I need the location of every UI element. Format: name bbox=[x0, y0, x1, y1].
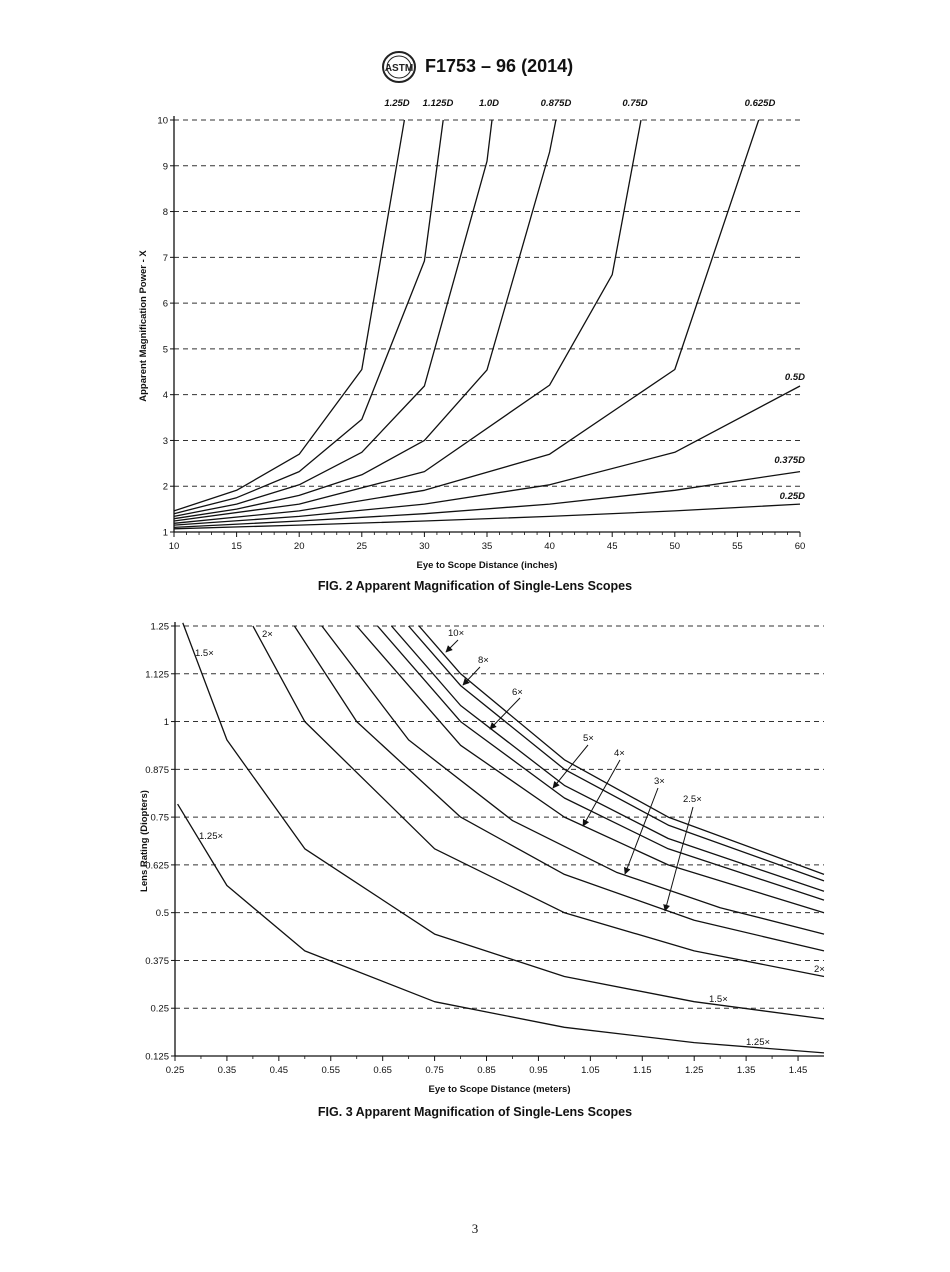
x-tick-label: 0.95 bbox=[529, 1065, 548, 1076]
y-axis-label: Lens Rating (Diopters) bbox=[139, 790, 150, 892]
y-tick-label: 6 bbox=[162, 298, 168, 310]
y-tick-label: 8 bbox=[162, 207, 168, 219]
x-tick-label: 45 bbox=[606, 541, 618, 552]
series-line-1-0d bbox=[174, 120, 492, 516]
x-tick-label: 50 bbox=[669, 541, 681, 552]
series-label: 4× bbox=[614, 748, 625, 759]
series-line-1-125d bbox=[174, 120, 443, 514]
figure-3 bbox=[0, 612, 950, 1095]
x-tick-label: 15 bbox=[231, 541, 242, 552]
series-line-6- bbox=[392, 626, 825, 891]
y-tick-label: 10 bbox=[157, 115, 168, 127]
x-tick-label: 55 bbox=[732, 541, 743, 552]
leader-arrow bbox=[665, 807, 693, 911]
y-tick-label: 1.25 bbox=[150, 621, 169, 633]
x-tick-label: 0.35 bbox=[217, 1065, 237, 1076]
series-label: 0.375D bbox=[774, 455, 805, 466]
series-label: 1.5× bbox=[709, 994, 728, 1005]
x-tick-label: 1.35 bbox=[736, 1065, 756, 1076]
y-tick-label: 1 bbox=[162, 527, 168, 539]
x-tick-label: 1.45 bbox=[788, 1065, 808, 1076]
series-label: 1.25× bbox=[199, 831, 224, 842]
y-tick-label: 0.875 bbox=[145, 764, 169, 776]
lens-rating-chart-meters bbox=[0, 612, 950, 1095]
x-tick-label: 0.25 bbox=[165, 1065, 185, 1076]
astm-logo-icon bbox=[380, 50, 418, 84]
x-tick-label: 1.15 bbox=[633, 1065, 652, 1076]
series-label: 1.5× bbox=[195, 648, 214, 659]
figure-2-caption: FIG. 2 Apparent Magnification of Single-Lens Scopes bbox=[317, 579, 633, 593]
series-label: 3× bbox=[654, 776, 665, 787]
series-label: 0.75D bbox=[622, 98, 648, 109]
y-tick-label: 0.75 bbox=[150, 812, 169, 824]
x-tick-label: 0.45 bbox=[269, 1065, 289, 1076]
x-tick-label: 10 bbox=[168, 541, 180, 552]
series-line-2- bbox=[253, 626, 824, 977]
y-tick-label: 2 bbox=[162, 481, 168, 493]
series-line-0-625d bbox=[174, 120, 759, 523]
x-tick-label: 20 bbox=[293, 541, 305, 552]
series-line-0-5d bbox=[174, 386, 800, 525]
series-label: 0.875D bbox=[540, 98, 572, 109]
series-line-0-75d bbox=[174, 120, 641, 521]
series-label: 2× bbox=[262, 629, 273, 640]
x-axis-label: Eye to Scope Distance (meters) bbox=[428, 1084, 571, 1095]
series-label: 0.625D bbox=[744, 98, 776, 109]
series-label: 0.5D bbox=[784, 372, 805, 383]
series-label: 6× bbox=[512, 687, 523, 698]
y-tick-label: 5 bbox=[162, 344, 168, 356]
series-label: 1.25D bbox=[384, 98, 410, 109]
x-tick-label: 0.85 bbox=[477, 1065, 496, 1076]
x-tick-label: 60 bbox=[794, 541, 806, 552]
x-tick-label: 30 bbox=[419, 541, 430, 552]
x-tick-label: 40 bbox=[544, 541, 555, 552]
y-tick-label: 0.125 bbox=[145, 1051, 169, 1063]
series-line-1-25d bbox=[174, 120, 404, 511]
series-label: 1.25× bbox=[746, 1037, 771, 1048]
y-tick-label: 0.5 bbox=[155, 908, 169, 920]
y-tick-label: 0.625 bbox=[145, 860, 169, 872]
x-tick-label: 25 bbox=[356, 541, 368, 552]
standard-designation: F1753 – 96 (2014) bbox=[425, 56, 574, 76]
figure-3-caption: FIG. 3 Apparent Magnification of Single-Lens Scopes bbox=[317, 1105, 633, 1119]
page-header bbox=[0, 48, 950, 88]
x-tick-label: 35 bbox=[481, 541, 493, 552]
series-label: 1.0D bbox=[478, 98, 500, 109]
series-line-1-5- bbox=[183, 623, 824, 1019]
series-label: 10× bbox=[448, 628, 465, 639]
y-tick-label: 1 bbox=[163, 717, 169, 729]
series-label: 0.25D bbox=[779, 491, 805, 502]
page-number: 3 bbox=[471, 1221, 479, 1236]
y-tick-label: 0.25 bbox=[150, 1003, 169, 1015]
magnification-chart-inches bbox=[0, 90, 950, 571]
x-tick-label: 1.25 bbox=[684, 1065, 704, 1076]
y-tick-label: 0.375 bbox=[145, 955, 169, 967]
series-label: 1.125D bbox=[422, 98, 454, 109]
y-tick-label: 7 bbox=[162, 252, 168, 264]
y-tick-label: 9 bbox=[162, 161, 168, 173]
y-tick-label: 1.125 bbox=[145, 669, 169, 681]
series-label: 5× bbox=[583, 733, 594, 744]
x-tick-label: 1.05 bbox=[581, 1065, 600, 1076]
figure-2 bbox=[0, 90, 950, 571]
x-tick-label: 0.75 bbox=[425, 1065, 444, 1076]
leader-arrow bbox=[446, 640, 458, 652]
y-tick-label: 4 bbox=[162, 390, 168, 402]
y-axis-label: Apparent Magnification Power - X bbox=[138, 250, 149, 402]
series-label: 2.5× bbox=[683, 794, 702, 805]
logo-text: ASTM bbox=[384, 63, 414, 74]
leader-arrow bbox=[553, 745, 588, 788]
series-label: 8× bbox=[478, 655, 489, 666]
y-tick-label: 3 bbox=[162, 435, 168, 447]
series-line-0-875d bbox=[174, 120, 556, 519]
series-label: 2× bbox=[814, 964, 825, 975]
x-tick-label: 0.55 bbox=[321, 1065, 341, 1076]
x-axis-label: Eye to Scope Distance (inches) bbox=[416, 560, 558, 571]
x-tick-label: 0.65 bbox=[373, 1065, 392, 1076]
